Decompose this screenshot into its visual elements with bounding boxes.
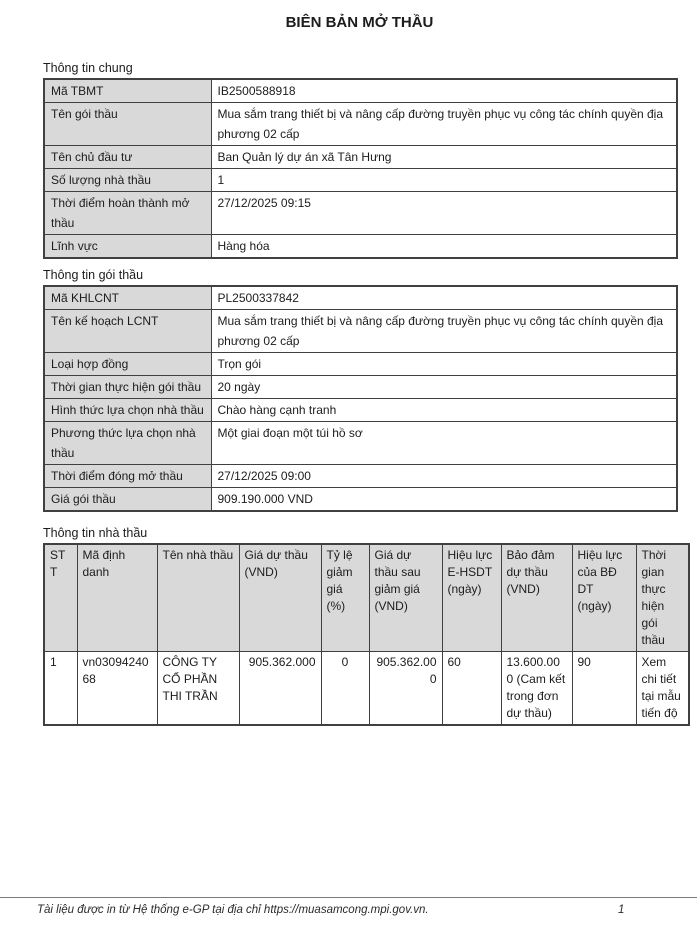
table-row — [44, 353, 677, 376]
table-row — [44, 103, 677, 146]
package-info-table — [43, 285, 678, 512]
row-label: Giá gói thầu — [44, 488, 211, 512]
row-value: Mua sắm trang thiết bị và nâng cấp đường truyền phục vụ công tác chính quyền địa phương 02 cấp — [211, 310, 677, 353]
row-label: Loại hợp đồng — [44, 353, 211, 376]
row-value: 27/12/2025 09:15 — [211, 192, 677, 235]
column-header-ten-nha-thau: Tên nhà thầu — [157, 544, 239, 652]
cell-bao-dam-du-thau: 13.600.000 (Cam kết trong đơn dự thầu) — [501, 652, 572, 726]
cell-gia-du-thau: 905.362.000 — [239, 652, 321, 726]
cell-ten-nha-thau: CÔNG TY CỔ PHẦN THI TRẦN — [157, 652, 239, 726]
page-number: 1 — [618, 904, 625, 916]
column-header-gia-sau-giam-gia: Giá dự thầu sau giảm giá (VND) — [369, 544, 442, 652]
row-value: 909.190.000 VND — [211, 488, 677, 512]
row-label: Mã TBMT — [44, 79, 211, 103]
row-label: Phương thức lựa chọn nhà thầu — [44, 422, 211, 465]
general-info-table — [43, 78, 678, 259]
row-value: Một giai đoạn một túi hồ sơ — [211, 422, 677, 465]
row-label: Lĩnh vực — [44, 235, 211, 259]
cell-hieu-luc-ehsdt: 60 — [442, 652, 501, 726]
table-row — [44, 286, 677, 310]
section-heading-general-info: Thông tin chung — [43, 61, 133, 75]
contractor-row — [44, 652, 689, 726]
row-value: 20 ngày — [211, 376, 677, 399]
row-label: Mã KHLCNT — [44, 286, 211, 310]
row-label: Thời gian thực hiện gói thầu — [44, 376, 211, 399]
column-header-hieu-luc-bddt: Hiệu lực của BĐ DT (ngày) — [572, 544, 636, 652]
row-value: Chào hàng cạnh tranh — [211, 399, 677, 422]
contractor-header-row — [44, 544, 689, 652]
section-heading-package-info: Thông tin gói thầu — [43, 268, 144, 282]
row-value: 27/12/2025 09:00 — [211, 465, 677, 488]
cell-ty-le-giam-gia: 0 — [321, 652, 369, 726]
section-heading-contractor-info: Thông tin nhà thầu — [43, 526, 148, 540]
row-label: Hình thức lựa chọn nhà thầu — [44, 399, 211, 422]
table-row — [44, 399, 677, 422]
column-header-thoi-gian-thuc-hien: Thời gian thực hiện gói thầu — [636, 544, 689, 652]
contractor-table — [43, 543, 690, 726]
cell-thoi-gian-thuc-hien: Xem chi tiết tại mẫu tiến độ — [636, 652, 689, 726]
cell-hieu-luc-bddt: 90 — [572, 652, 636, 726]
table-row — [44, 310, 677, 353]
column-header-bao-dam-du-thau: Bảo đảm dự thầu (VND) — [501, 544, 572, 652]
column-header-ma-dinh-danh: Mã định danh — [77, 544, 157, 652]
row-label: Thời điểm đóng mở thầu — [44, 465, 211, 488]
cell-ma-dinh-danh: vn0309424068 — [77, 652, 157, 726]
page-footer — [0, 897, 697, 916]
row-value: IB2500588918 — [211, 79, 677, 103]
row-value: 1 — [211, 169, 677, 192]
table-row — [44, 376, 677, 399]
row-label: Số lượng nhà thầu — [44, 169, 211, 192]
row-label: Tên kế hoạch LCNT — [44, 310, 211, 353]
column-header-gia-du-thau: Giá dự thầu (VND) — [239, 544, 321, 652]
row-label: Tên chủ đầu tư — [44, 146, 211, 169]
row-value: Trọn gói — [211, 353, 677, 376]
document-title: BIÊN BẢN MỞ THẦU — [285, 14, 434, 31]
column-header-hieu-luc-ehsdt: Hiệu lực E-HSDT (ngày) — [442, 544, 501, 652]
row-value: Ban Quản lý dự án xã Tân Hưng — [211, 146, 677, 169]
row-value: Mua sắm trang thiết bị và nâng cấp đường truyền phục vụ công tác chính quyền địa phương 02 cấp — [211, 103, 677, 146]
cell-stt: 1 — [44, 652, 77, 726]
row-label: Thời điểm hoàn thành mở thầu — [44, 192, 211, 235]
table-row — [44, 169, 677, 192]
table-row — [44, 488, 677, 512]
table-row — [44, 465, 677, 488]
column-header-ty-le-giam-gia: Tỷ lệ giảm giá (%) — [321, 544, 369, 652]
table-row — [44, 192, 677, 235]
table-row — [44, 79, 677, 103]
cell-gia-sau-giam-gia: 905.362.000 — [369, 652, 442, 726]
table-row — [44, 146, 677, 169]
row-label: Tên gói thầu — [44, 103, 211, 146]
table-row — [44, 235, 677, 259]
table-row — [44, 422, 677, 465]
footer-note: Tài liệu được in từ Hệ thống e-GP tại địa chỉ https://muasamcong.mpi.gov.vn. — [37, 904, 429, 916]
row-value: PL2500337842 — [211, 286, 677, 310]
column-header-stt: STT — [44, 544, 77, 652]
row-value: Hàng hóa — [211, 235, 677, 259]
